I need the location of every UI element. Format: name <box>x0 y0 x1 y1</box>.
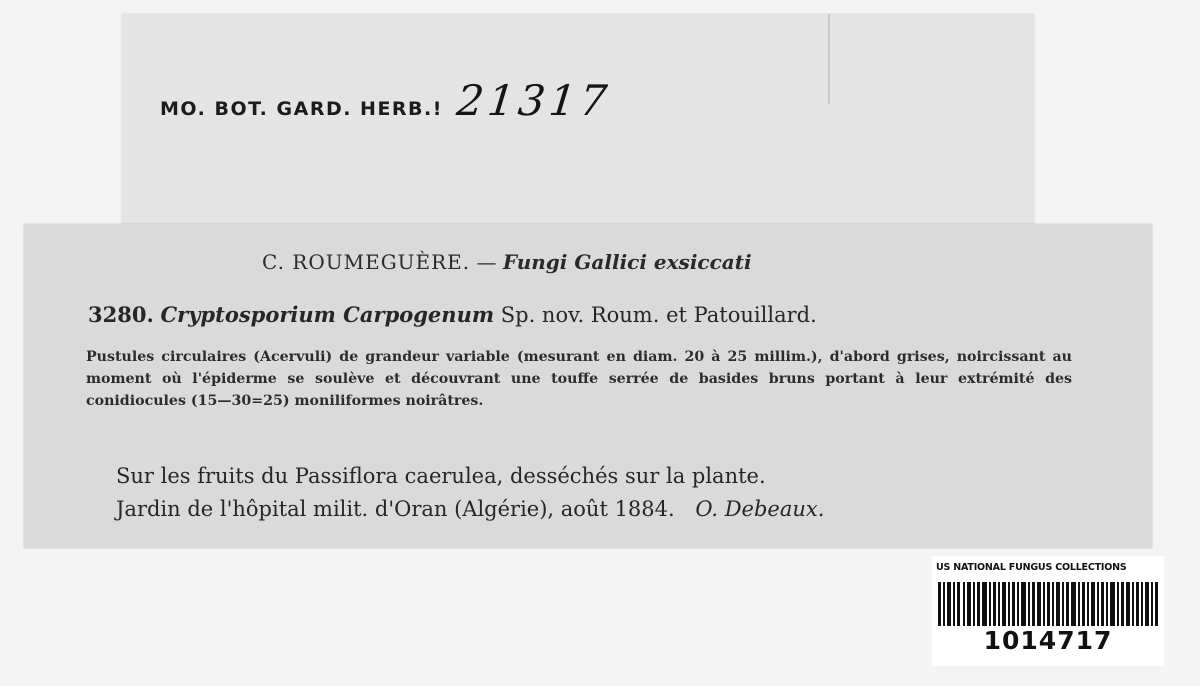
handwritten-accession-number: 21317 <box>454 76 614 125</box>
barcode-icon <box>938 582 1158 626</box>
collection-site: Jardin de l'hôpital milit. d'Oran (Algérie), août 1884. <box>116 497 675 521</box>
exsiccata-number: 3280. <box>88 302 154 327</box>
collector-signature: O. Debeaux. <box>695 497 825 521</box>
specimen-label <box>24 224 1152 548</box>
series-title: Fungi Gallici exsiccati <box>502 250 752 274</box>
accession-line <box>160 76 614 125</box>
barcode-number: 1014717 <box>983 626 1113 655</box>
barcode-organization: US NATIONAL FUNGUS COLLECTIONS <box>936 562 1127 573</box>
label-fold-line <box>828 14 830 104</box>
host-line: Sur les fruits du Passiflora caerulea, desséchés sur la plante. <box>116 464 766 488</box>
herbarium-stamp: MO. BOT. GARD. HERB.! <box>160 98 443 120</box>
species-name: Cryptosporium Carpogenum <box>160 302 495 327</box>
species-line <box>88 302 817 327</box>
collector-series-line <box>262 250 752 274</box>
barcode-label <box>932 556 1164 666</box>
species-authority: Sp. nov. Roum. et Patouillard. <box>500 303 817 327</box>
herbarium-accession-label <box>122 14 1034 226</box>
locality-block <box>116 460 1060 526</box>
collection-site-line <box>116 493 1060 526</box>
collector-name: C. ROUMEGUÈRE. <box>262 250 471 274</box>
species-description: Pustules circulaires (Acervuli) de grandeur variable (mesurant en diam. 20 à 25 millim.), d'abord grises, noircissant au moment où l'épiderme se soulève et découvrant une touffe serrée de basides bruns portant à leur extrémité des conidiocules (15—30=25) moniliformes noirâtres. <box>86 349 1072 409</box>
separator-dash: — <box>476 250 497 274</box>
